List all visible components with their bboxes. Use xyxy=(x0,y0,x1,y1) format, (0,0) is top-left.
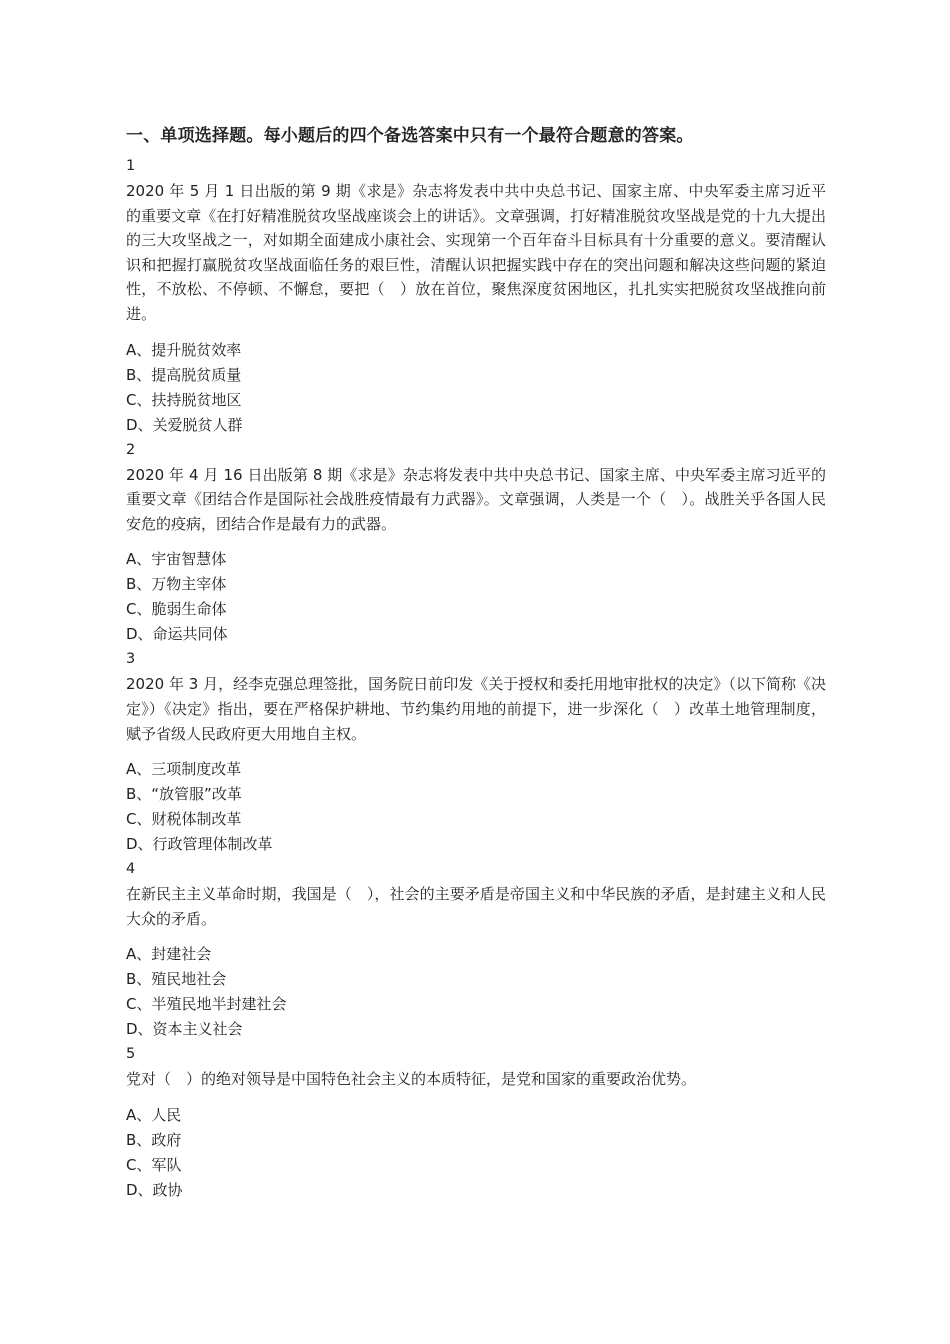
option-a: A、人民 xyxy=(126,1105,182,1124)
question-stem: 2020 年 3 月，经李克强总理签批，国务院日前印发《关于授权和委托用地审批权的决定》（以下简称《决定》）《决定》指出，要在严格保护耕地、节约集约用地的前提下，进一步深化（ ）改革土地管理制度，赋予省级人民政府更大用地自主权。 xyxy=(126,675,826,743)
option-c: C、脆弱生命体 xyxy=(126,600,227,619)
question-number: 1 xyxy=(126,158,136,174)
option-a: A、宇宙智慧体 xyxy=(126,550,227,569)
question-5 xyxy=(126,1042,826,1203)
question-number: 2 xyxy=(126,441,136,458)
question-stem: 在新民主主义革命时期，我国是（ ），社会的主要矛盾是帝国主义和中华民族的矛盾，是封建主义和人民大众的矛盾。 xyxy=(126,885,826,928)
option-d: D、关爱脱贫人群 xyxy=(126,415,243,434)
question-stem: 党对（ ）的绝对领导是中国特色社会主义的本质特征，是党和国家的重要政治优势。 xyxy=(126,1070,697,1089)
option-d: D、政协 xyxy=(126,1180,183,1199)
question-4 xyxy=(126,857,826,1042)
option-d: D、资本主义社会 xyxy=(126,1020,243,1039)
option-c: C、军队 xyxy=(126,1155,182,1174)
question-1 xyxy=(126,154,826,438)
option-b: B、“放管服”改革 xyxy=(126,785,242,804)
option-c: C、半殖民地半封建社会 xyxy=(126,995,287,1014)
question-number: 5 xyxy=(126,1046,136,1063)
question-number: 4 xyxy=(126,861,136,878)
option-b: B、提高脱贫质量 xyxy=(126,365,242,384)
option-c: C、扶持脱贫地区 xyxy=(126,390,242,409)
question-stem: 2020 年 5 月 1 日出版的第 9 期《求是》杂志将发表中共中央总书记、国家主席、中央军委主席习近平的重要文章《在打好精准脱贫攻坚战座谈会上的讲话》。文章强调，打好精准脱贫攻坚战是党的十九大提出的三大攻坚战之一，对如期全面建成小康社会、实现第一个百年奋斗目标具有十分重要的意义。要清醒认识和把握打赢脱贫攻坚战面临任务的艰巨性，清醒认识把握实践中存在的突出问题和解决这些问题的紧迫性，不放松、不停顿、不懈怠，要把（ ）放在首位，聚焦深度贫困地区，扎扎实实把脱贫攻坚战推向前进。 xyxy=(126,182,826,323)
option-a: A、封建社会 xyxy=(126,945,212,964)
option-d: D、命运共同体 xyxy=(126,625,228,644)
question-2 xyxy=(126,438,826,648)
option-b: B、殖民地社会 xyxy=(126,970,227,989)
question-number: 3 xyxy=(126,651,136,668)
option-a: A、提升脱贫效率 xyxy=(126,340,242,359)
question-stem: 2020 年 4 月 16 日出版第 8 期《求是》杂志将发表中共中央总书记、国家主席、中央军委主席习近平的重要文章《团结合作是国际社会战胜疫情最有力武器》。文章强调，人类是一个（ ）。战胜关乎各国人民安危的疫病，团结合作是最有力的武器。 xyxy=(126,465,826,533)
question-3 xyxy=(126,647,826,857)
option-c: C、财税体制改革 xyxy=(126,810,242,829)
option-a: A、三项制度改革 xyxy=(126,760,242,779)
document-page xyxy=(126,118,826,1203)
option-b: B、万物主宰体 xyxy=(126,575,227,594)
option-b: B、政府 xyxy=(126,1130,182,1149)
option-d: D、行政管理体制改革 xyxy=(126,835,273,854)
section-title: 一、单项选择题。每小题后的四个备选答案中只有一个最符合题意的答案。 xyxy=(126,126,694,146)
